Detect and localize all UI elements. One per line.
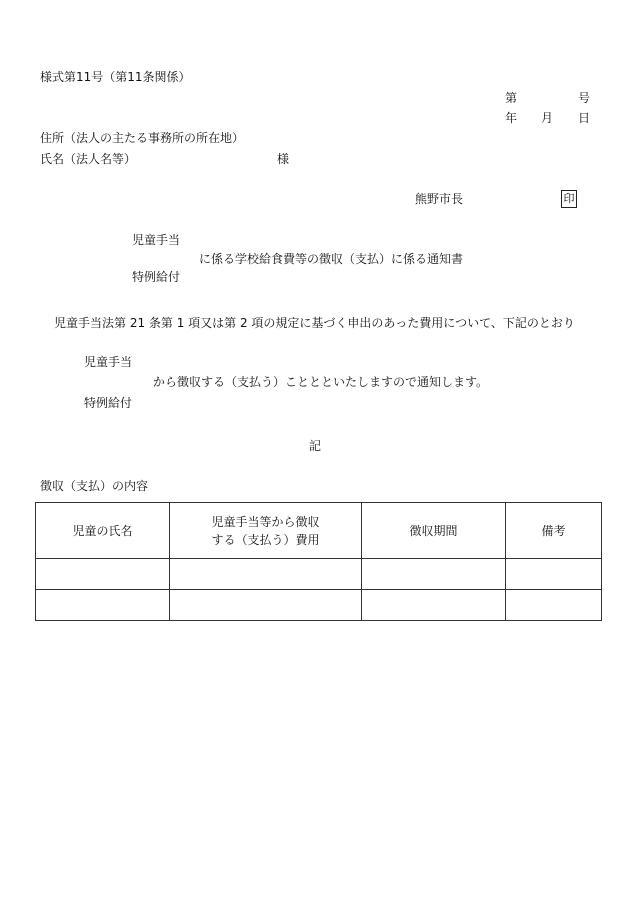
recipient-address-label: 住所（法人の主たる事務所の所在地） (40, 131, 245, 145)
date-month: 月 (541, 111, 554, 125)
table-cell (170, 590, 362, 621)
document-title: に係る学校給食費等の徴収（支払）に係る通知書 (199, 252, 464, 266)
form-number-label: 様式第11号（第11条関係） (40, 70, 191, 84)
recipient-name-label: 氏名（法人名等） (40, 152, 137, 166)
table-cell (362, 590, 506, 621)
table-header-row (36, 503, 602, 559)
title-option-special-benefit: 特例給付 (132, 270, 181, 284)
recipient-honorific: 様 (277, 152, 290, 166)
document-number-suffix: 号 (578, 91, 591, 105)
table-cell (506, 559, 602, 590)
header-collection-period: 徴収期間 (362, 503, 506, 559)
body-paragraph: 児童手当法第 21 条第 1 項又は第 2 項の規定に基づく申出のあった費用について、下記のとおり (54, 316, 575, 330)
table-cell (362, 559, 506, 590)
sender-name: 熊野市長 (415, 192, 464, 206)
table-row (36, 559, 602, 590)
header-remarks: 備考 (506, 503, 602, 559)
title-option-child-allowance: 児童手当 (132, 233, 181, 247)
body-option-special-benefit: 特例給付 (84, 396, 133, 410)
body-option-child-allowance: 児童手当 (84, 355, 133, 369)
document-number-prefix: 第 (505, 91, 518, 105)
header-child-name: 児童の氏名 (36, 503, 170, 559)
table-cell (36, 559, 170, 590)
collection-table (35, 502, 602, 621)
date-day: 日 (578, 111, 591, 125)
table-cell (36, 590, 170, 621)
section-label: 徴収（支払）の内容 (40, 479, 149, 493)
table-row (36, 590, 602, 621)
ki-heading: 記 (309, 439, 322, 453)
date-year: 年 (505, 111, 518, 125)
table-cell (506, 590, 602, 621)
body-continuation: から徴収する（支払う）こととといたしますので通知します。 (153, 375, 489, 389)
seal-mark: 印 (561, 190, 577, 208)
table-cell (170, 559, 362, 590)
header-cost: 児童手当等から徴収 する（支払う）費用 (170, 503, 362, 559)
